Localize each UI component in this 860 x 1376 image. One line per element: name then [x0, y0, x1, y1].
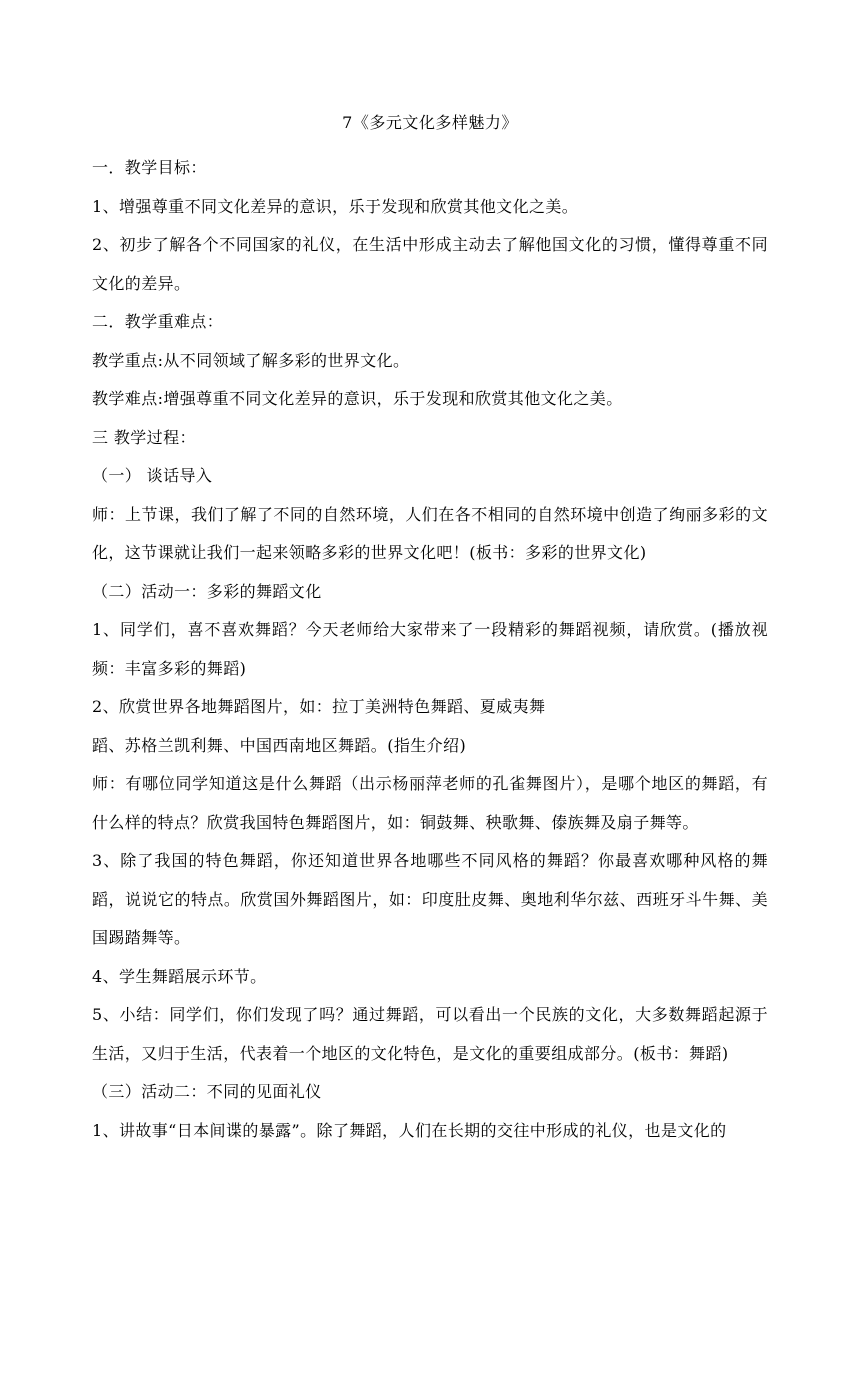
- paragraph: 蹈、苏格兰凯利舞、中国西南地区舞蹈。(指生介绍): [92, 735, 467, 755]
- section-heading-process: 三 教学过程：: [92, 427, 196, 447]
- paragraph: 2、欣赏世界各地舞蹈图片，如：拉丁美洲特色舞蹈、夏威夷舞: [92, 697, 546, 716]
- subsection-heading: （三）活动二：不同的见面礼仪: [92, 1082, 322, 1101]
- paragraph: 5、小结：同学们，你们发现了吗？通过舞蹈，可以看出一个民族的文化，大多数舞蹈起源于生活，又归于生活，代表着一个地区的文化特色，是文化的重要组成部分。(板书：舞蹈): [92, 1005, 768, 1063]
- section-heading-objectives: 一．教学目标：: [92, 158, 207, 177]
- document-title: 7《多元文化多样魅力》: [342, 113, 518, 132]
- paragraph: 3、除了我国的特色舞蹈，你还知道世界各地哪些不同风格的舞蹈？你最喜欢哪种风格的舞蹈，说说它的特点。欣赏国外舞蹈图片，如：印度肚皮舞、奥地利华尔兹、西班牙斗牛舞、美国踢踏舞等。: [92, 851, 768, 947]
- document-body: [92, 149, 768, 1150]
- key-point-item: 教学重点:从不同领域了解多彩的世界文化。: [92, 350, 410, 370]
- paragraph: 4、学生舞蹈展示环节。: [92, 966, 267, 986]
- section-heading-key-points: 二．教学重难点：: [92, 312, 224, 331]
- subsection-heading: （一） 谈话导入: [92, 466, 213, 485]
- objective-item: 2、初步了解各个不同国家的礼仪，在生活中形成主动去了解他国文化的习惯，懂得尊重不同文化的差异。: [92, 235, 768, 293]
- paragraph: 1、同学们，喜不喜欢舞蹈？今天老师给大家带来了一段精彩的舞蹈视频，请欣赏。(播放视频：丰富多彩的舞蹈): [92, 620, 768, 678]
- paragraph: 师：上节课，我们了解了不同的自然环境，人们在各不相同的自然环境中创造了绚丽多彩的文化，这节课就让我们一起来领略多彩的世界文化吧！(板书：多彩的世界文化): [92, 504, 768, 562]
- objective-item: 1、增强尊重不同文化差异的意识，乐于发现和欣赏其他文化之美。: [92, 196, 579, 216]
- paragraph: 师：有哪位同学知道这是什么舞蹈（出示杨丽萍老师的孔雀舞图片），是哪个地区的舞蹈，有什么样的特点？欣赏我国特色舞蹈图片，如：铜鼓舞、秧歌舞、傣族舞及扇子舞等。: [92, 774, 768, 832]
- difficult-point-item: 教学难点:增强尊重不同文化差异的意识，乐于发现和欣赏其他文化之美。: [92, 389, 623, 408]
- paragraph: 1、讲故事“日本间谍的暴露”。除了舞蹈，人们在长期的交往中形成的礼仪，也是文化的: [92, 1120, 727, 1140]
- subsection-heading: （二）活动一：多彩的舞蹈文化: [92, 581, 322, 601]
